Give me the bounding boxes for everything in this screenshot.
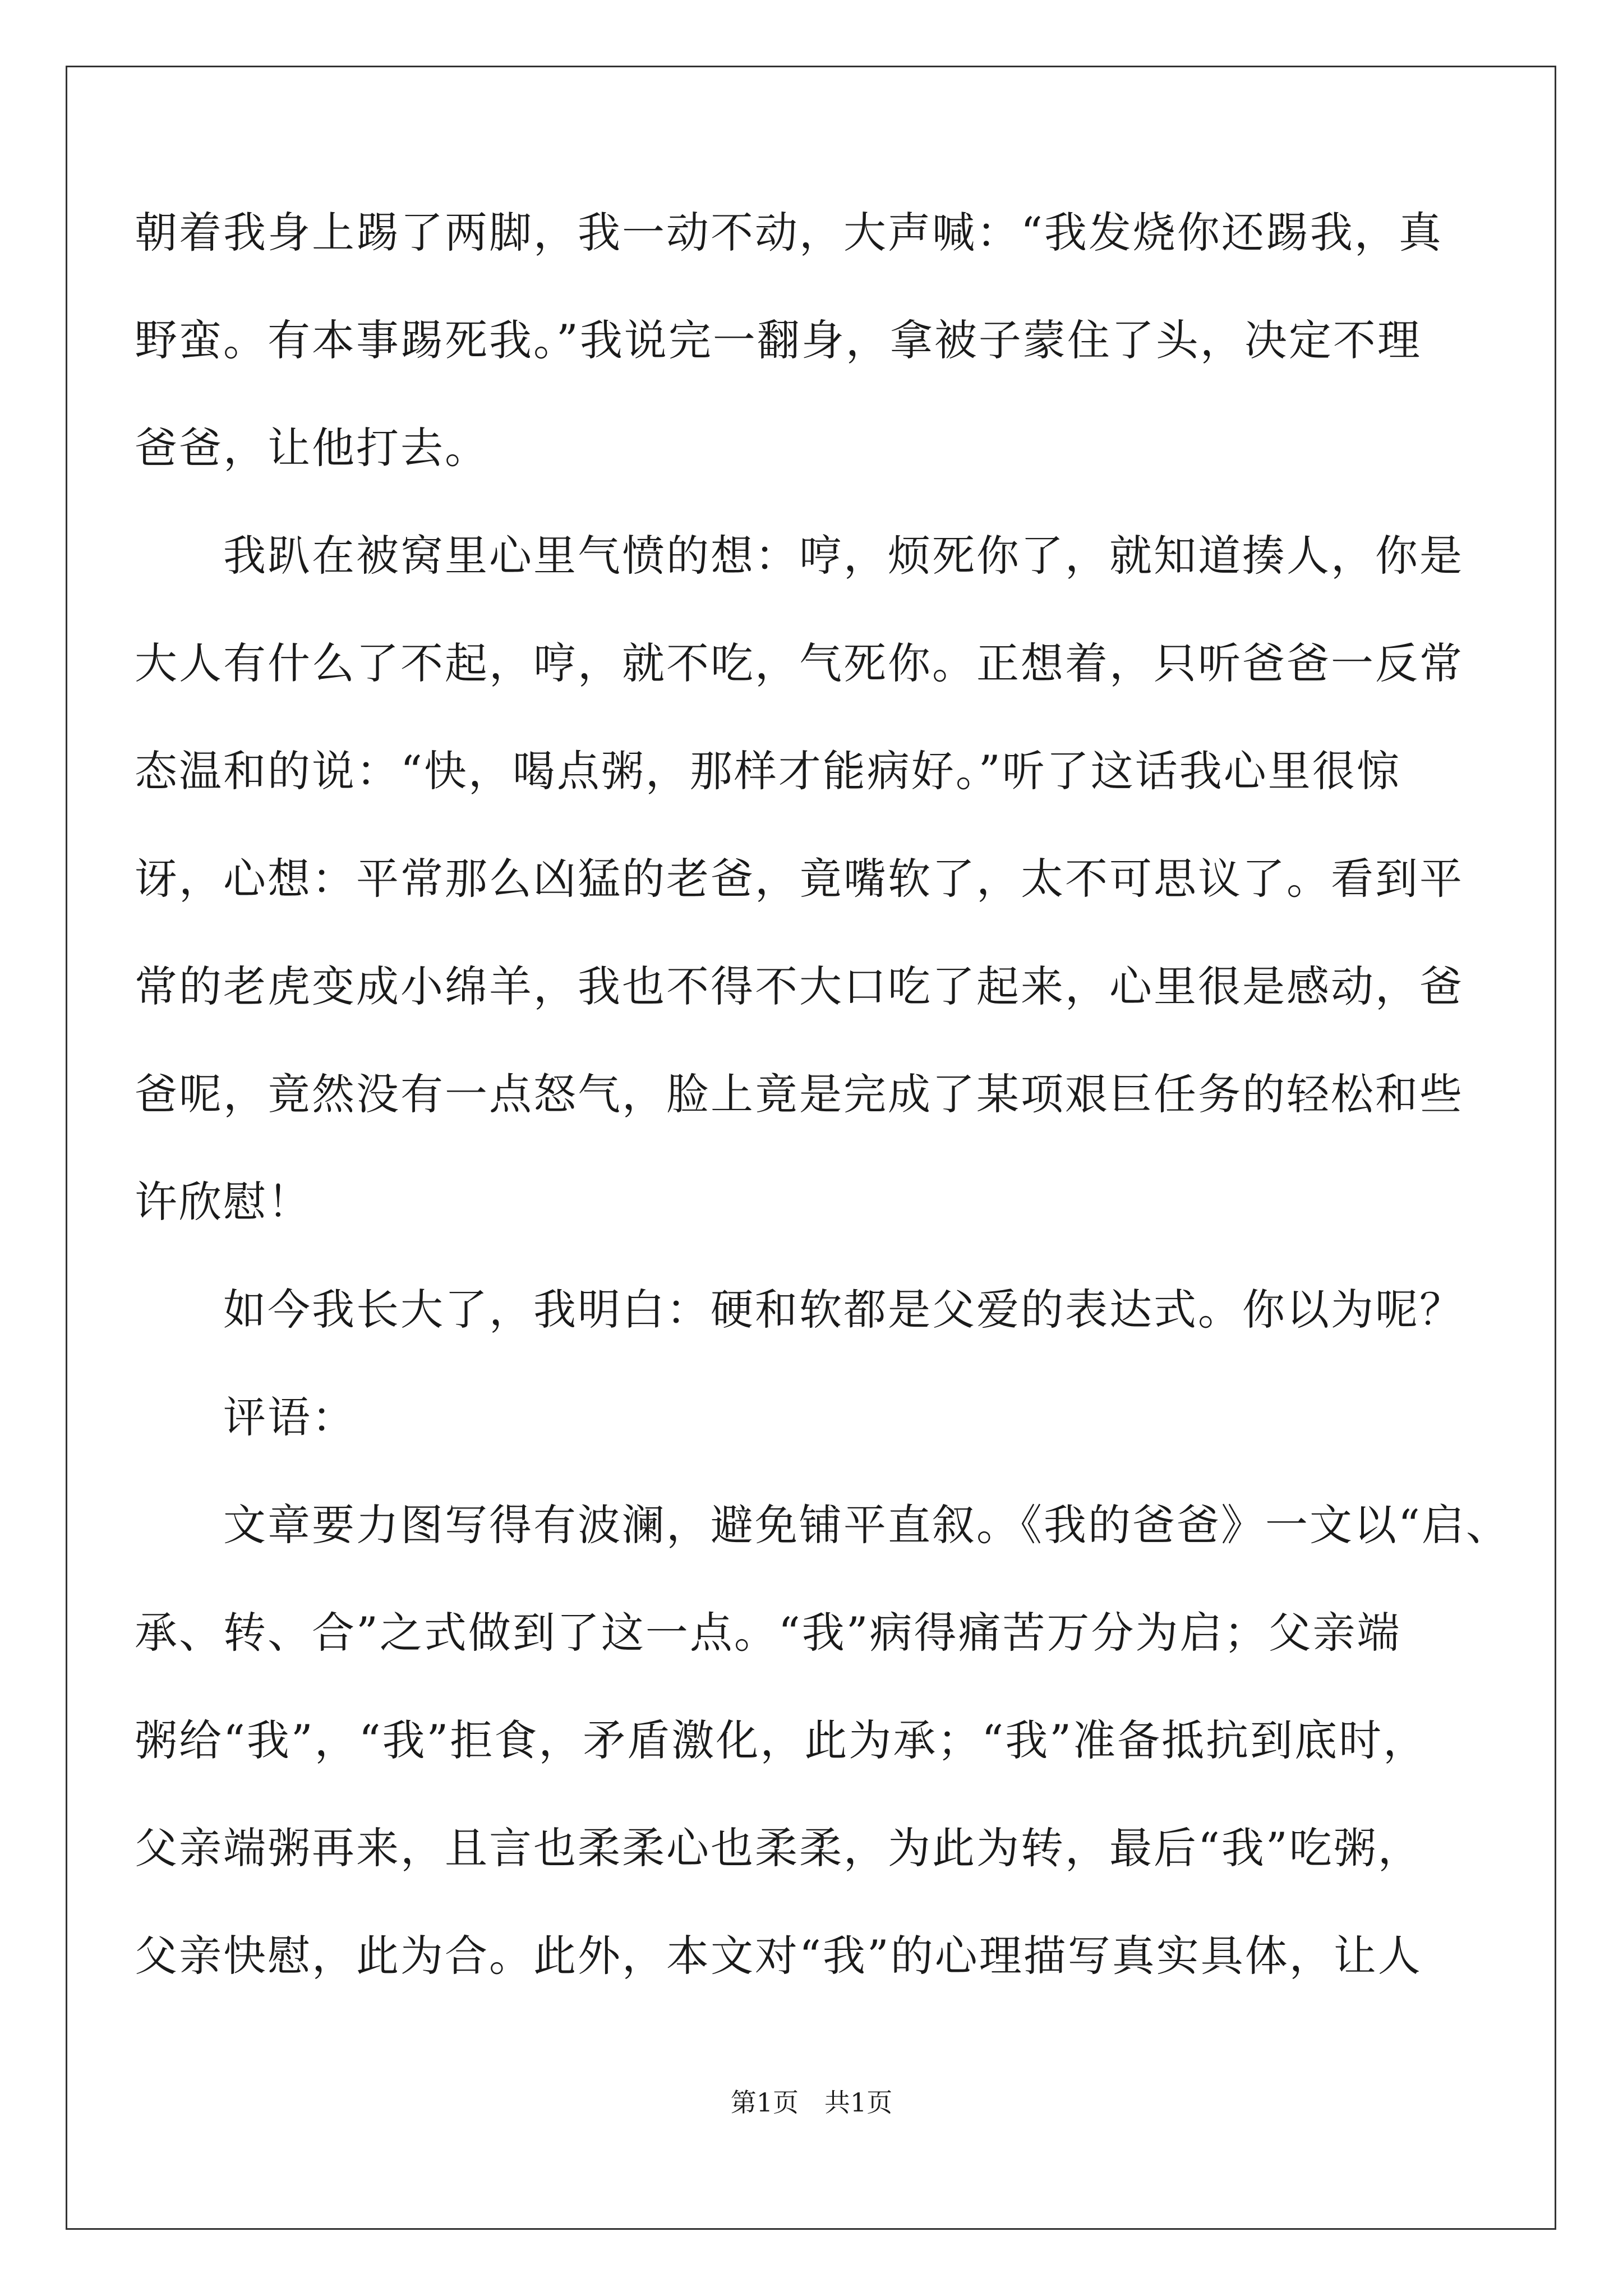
- text-line: 文章要力图写得有波澜，避免铺平直叙。《我的爸爸》一文以“启、: [135, 1500, 1510, 1550]
- text-line: 如今我长大了，我明白：硬和软都是父爱的表达式。你以为呢？: [135, 1285, 1464, 1335]
- text-line: 爸呢，竟然没有一点怒气，脸上竟是完成了某项艰巨任务的轻松和些: [135, 1069, 1464, 1119]
- text-line: 评语：: [135, 1392, 356, 1442]
- text-line: 大人有什么了不起，哼，就不吃，气死你。正想着，只听爸爸一反常: [135, 638, 1464, 688]
- text-line: 野蛮。有本事踢死我。”我说完一翻身，拿被子蒙住了头，决定不理: [135, 315, 1422, 365]
- text-line: 父亲端粥再来，且言也柔柔心也柔柔，为此为转，最后“我”吃粥，: [135, 1823, 1422, 1873]
- text-line: 讶，心想：平常那么凶猛的老爸，竟嘴软了，太不可思议了。看到平: [135, 854, 1464, 904]
- text-line: 承、转、合”之式做到了这一点。“我”病得痛苦万分为启；父亲端: [135, 1608, 1401, 1658]
- text-line: 常的老虎变成小绵羊，我也不得不大口吃了起来，心里很是感动，爸: [135, 961, 1464, 1011]
- text-line: 许欣慰！: [135, 1177, 312, 1227]
- text-line: 爸爸，让他打去。: [135, 423, 489, 473]
- page-border: [66, 66, 1556, 2230]
- text-line: 我趴在被窝里心里气愤的想：哼，烦死你了，就知道揍人，你是: [135, 531, 1464, 581]
- page-footer: 第1页 共1页: [730, 2087, 893, 2118]
- text-line: 父亲快慰，此为合。此外，本文对“我”的心理描写真实具体，让人: [135, 1931, 1422, 1981]
- text-line: 态温和的说：“快，喝点粥，那样才能病好。”听了这话我心里很惊: [135, 746, 1401, 796]
- text-line: 粥给“我”，“我”拒食，矛盾激化，此为承；“我”准备抵抗到底时，: [135, 1715, 1428, 1765]
- text-line: 朝着我身上踢了两脚，我一动不动，大声喊：“我发烧你还踢我，真: [135, 208, 1443, 257]
